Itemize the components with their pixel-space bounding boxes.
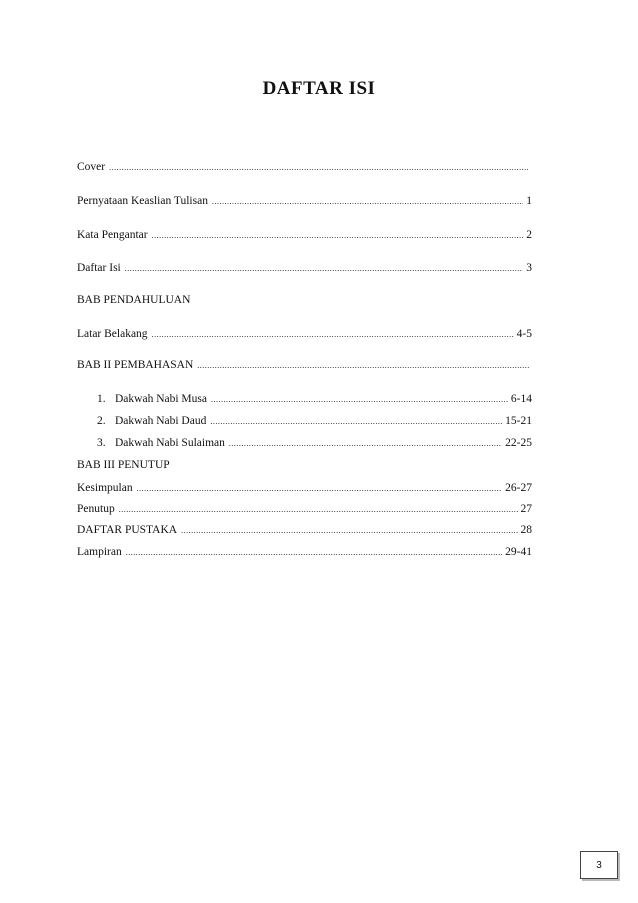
toc-dot-leader: [210, 415, 502, 429]
toc-entry-number: 3.: [97, 437, 106, 449]
toc-entry-label: Cover: [77, 161, 106, 173]
page-title: DAFTAR ISI: [262, 78, 376, 99]
toc-entry-label: Lampiran: [77, 546, 122, 558]
toc-entry-cover: [77, 160, 532, 175]
toc-entry-page: 6-14: [510, 393, 532, 405]
toc-dot-leader: [126, 546, 502, 560]
toc-entry-label: BAB II PEMBAHASAN: [77, 359, 194, 371]
toc-dot-leader: [197, 359, 529, 373]
toc-dot-leader: [211, 393, 508, 407]
toc-entry-label: DAFTAR PUSTAKA: [77, 524, 178, 536]
toc-entry-label: Dakwah Nabi Sulaiman: [115, 437, 225, 449]
toc-dot-leader: [125, 262, 524, 276]
toc-heading-bab-pendahuluan: BAB PENDAHULUAN: [77, 294, 191, 306]
toc-dot-leader: [152, 229, 524, 243]
toc-entry-page: 27: [520, 503, 532, 515]
toc-entry-number: 2.: [97, 415, 106, 427]
toc-dot-leader: [152, 328, 514, 342]
toc-entry-page: 22-25: [505, 437, 532, 449]
toc-entry-dakwah-daud: [97, 414, 532, 429]
toc-entry-daftar-isi: [77, 261, 532, 276]
toc-entry-label: Dakwah Nabi Musa: [115, 393, 207, 405]
toc-dot-leader: [229, 437, 502, 451]
toc-entry-label: Latar Belakang: [77, 328, 148, 340]
toc-entry-page: 29-41: [505, 546, 532, 558]
toc-entry-page: 28: [520, 524, 532, 536]
toc-dot-leader: [109, 161, 529, 175]
toc-entry-page: 4-5: [516, 328, 532, 340]
toc-entry-dakwah-musa: [97, 392, 532, 407]
toc-entry-kata-pengantar: [77, 228, 532, 243]
toc-entry-label: Penutup: [77, 503, 115, 515]
toc-heading-bab-iii: BAB III PENUTUP: [77, 459, 170, 471]
toc-entry-label: Kesimpulan: [77, 482, 133, 494]
toc-entry-daftar-pustaka: [77, 523, 532, 538]
toc-dot-leader: [181, 524, 517, 538]
page-number: 3: [596, 859, 602, 871]
toc-entry-page: 15-21: [505, 415, 532, 427]
toc-dot-leader: [119, 503, 518, 517]
toc-entry-label: Daftar Isi: [77, 262, 121, 274]
toc-entry-page: 1: [526, 195, 532, 207]
toc-entry-label: Pernyataan Keaslian Tulisan: [77, 195, 208, 207]
toc-entry-lampiran: [77, 545, 532, 560]
toc-entry-label: Dakwah Nabi Daud: [115, 415, 207, 427]
page-number-box: [580, 851, 618, 879]
toc-dot-leader: [212, 195, 523, 209]
toc-entry-latar-belakang: [77, 327, 532, 342]
toc-entry-page: 26-27: [505, 482, 532, 494]
toc-entry-penutup: [77, 502, 532, 517]
toc-entry-number: 1.: [97, 393, 106, 405]
toc-entry-bab-ii: [77, 358, 532, 373]
toc-entry-page: 3: [526, 262, 532, 274]
toc-entry-page: 2: [526, 229, 532, 241]
toc-entry-dakwah-sulaiman: [97, 436, 532, 451]
toc-dot-leader: [137, 482, 503, 496]
toc-entry-pernyataan: [77, 194, 532, 209]
toc-entry-label: Kata Pengantar: [77, 229, 148, 241]
toc-entry-kesimpulan: [77, 481, 532, 496]
